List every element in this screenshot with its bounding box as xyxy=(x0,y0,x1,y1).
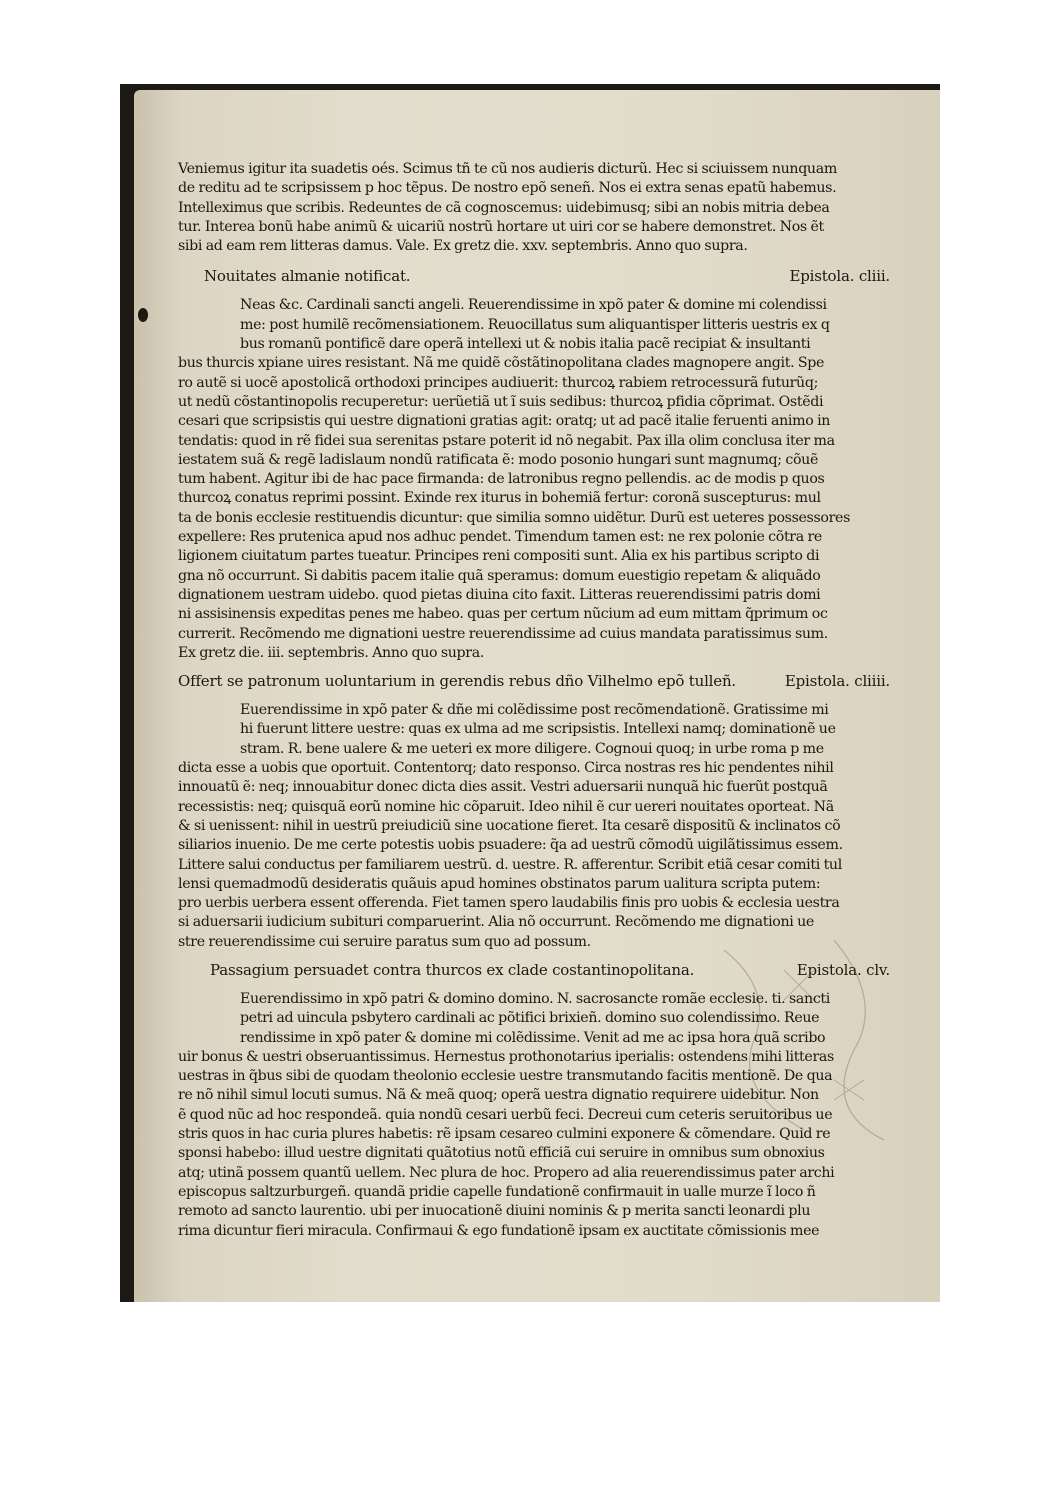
letter-heading xyxy=(178,671,890,691)
text-line: stram. R. bene ualere & me ueteri ex more diligere. Cognoui quoq; in urbe roma p me xyxy=(240,740,824,757)
text-line: Euerendissimo in xpõ patri & domino domino. N. sacrosancte romãe ecclesie. ti. sancti xyxy=(240,990,830,1007)
text-line: ligionem ciuitatum partes tueatur. Principes reni compositi sunt. Alia ex his partibus scripto di xyxy=(178,548,820,565)
text-line: petri ad uincula psbytero cardinali ac põtifici brixieñ. domino suo colendissimo. Reue xyxy=(240,1010,820,1027)
text-line: ni assisinensis expeditas penes me habeo. quas per certum nũcium ad eum mittam q̃primum oc xyxy=(178,606,828,623)
text-line: ta de bonis ecclesie restituendis dicuntur: que similia somno uidẽtur. Durũ est ueteres possessores xyxy=(178,509,851,526)
text-line: rima dicuntur fieri miracula. Confirmaui & ego fundationẽ ipsam ex auctitate cõmissionis mee xyxy=(178,1222,820,1239)
text-line: & si uenissent: nihil in uestrũ preiudiciũ sine uocatione fieret. Ita cesarẽ dispositũ & inclinatos cõ xyxy=(178,817,841,834)
text-line: dicta esse a uobis que oportuit. Contentorq; dato responso. Circa nostras res hic pendentes nihil xyxy=(178,760,834,777)
letter-number: Epistola. cliii. xyxy=(789,267,890,286)
text-line: siliarios inuenio. De me certe potestis uobis psuadere: q̃a ad uestrũ cõmodũ uigilãtissimus essem. xyxy=(178,837,843,854)
text-line: episcopus saltzurburgeñ. quandã pridie capelle fundationẽ confirmauit in ualle murze ĩ loco ñ xyxy=(178,1183,816,1200)
text-line: Intelleximus que scribis. Redeuntes de cã cognoscemus: uidebimusq; sibi an nobis mitria debea xyxy=(178,199,830,216)
text-line: lensi quemadmodũ desideratis quãuis apud homines obstinatos parum ualitura scripta putem: xyxy=(178,875,821,892)
letter-caption: Nouitates almanie notificat. xyxy=(204,267,411,286)
text-line: si aduersarii iudicium subituri comparuerint. Alia nõ occurrunt. Recõmendo me dignationi ue xyxy=(178,914,814,931)
letter-number: Epistola. cliiii. xyxy=(784,672,890,691)
text-line: stris quos in hac curia plures habetis: rẽ ipsam cesareo culmini exponere & cõmendare. Quid re xyxy=(178,1126,831,1143)
text-line: sibi ad eam rem litteras damus. Vale. Ex gretz die. xxv. septembris. Anno quo supra. xyxy=(178,238,748,255)
text-line: tum habent. Agitur ibi de hac pace firmanda: de latronibus regno pellendis. ac de modis p quos xyxy=(178,471,825,488)
text-line: Ex gretz die. iii. septembris. Anno quo supra. xyxy=(178,644,484,661)
text-line: gna nõ occurrunt. Si dabitis pacem italie quã speramus: domum euestigio repetam & aliquãdo xyxy=(178,567,821,584)
letter-caption: Passagium persuadet contra thurcos ex clade costantinopolitana. xyxy=(210,960,695,979)
text-line: innouatũ ẽ: neq; innouabitur donec dicta dies assit. Vestri aduersarii nunquã hic fuerũt postquã xyxy=(178,779,828,796)
text-line: rendissime in xpõ pater & domine mi colẽdissime. Venit ad me ac ipsa hora quã scribo xyxy=(240,1029,826,1046)
text-line: tendatis: quod in rẽ fidei sua serenitas pstare poterit id nõ negabit. Pax illa olim conclusa iter ma xyxy=(178,432,835,449)
ink-blot xyxy=(138,308,148,322)
text-line: hi fuerunt littere uestre: quas ex ulma ad me scripsistis. Intellexi namq; dominationẽ ue xyxy=(240,721,836,738)
text-line: sponsi habebo: illud uestre dignitati quãtotius notũ efficiã cui seruire in omnibus sum obnoxius xyxy=(178,1145,825,1162)
letter-body xyxy=(178,990,890,1241)
text-line: expellere: Res prutenica apud nos adhuc pendet. Timendum tamen est: ne rex polonie cõtra re xyxy=(178,529,822,546)
text-line: me: post humilẽ recõmensiationem. Reuocillatus sum aliquantisper litteris uestris ex q xyxy=(240,316,830,333)
text-line: cesari que scripsistis qui uestre dignationi gratias agit: oratq; ut ad pacẽ italie feruenti animo in xyxy=(178,413,831,430)
letter-heading xyxy=(178,266,890,286)
intro-paragraph xyxy=(178,160,890,256)
text-line: Neas &c. Cardinali sancti angeli. Reuerendissime in xpõ pater & domine mi colendissi xyxy=(240,297,827,314)
text-line: ẽ quod nũc ad hoc respondeã. quia nondũ cesari uerbũ feci. Decreui cum ceteris seruitoribus ue xyxy=(178,1106,833,1123)
letter-body xyxy=(178,296,890,663)
text-line: uir bonus & uestri obseruantissimus. Hernestus prothonotarius iperialis: ostendens mihi litteras xyxy=(178,1048,834,1065)
text-line: atq; utinã possem quantũ uellem. Nec plura de hoc. Propero ad alia reuerendissimus pater archi xyxy=(178,1164,835,1181)
text-line: thurcoꝝ conatus reprimi possint. Exinde rex iturus in bohemiã fertur: coronã suscepturus: mul xyxy=(178,490,821,507)
text-line: currerit. Recõmendo me dignationi uestre reuerendissime ad cuius mandata paratissimus sum. xyxy=(178,625,828,642)
text-line: ut nedũ cõstantinopolis recuperetur: uerũetiã ut ĩ suis sedibus: thurcoꝝ pfidia cõprimat. Ostẽdi xyxy=(178,393,824,410)
text-line: uestras in q̃bus sibi de quodam theolonio ecclesie uestre transmutando facitis mentionẽ. De qua xyxy=(178,1068,833,1085)
scan-background xyxy=(120,84,940,1302)
letter-number: Epistola. clv. xyxy=(796,960,890,979)
text-line: iestatem suã & regẽ ladislaum nondũ ratificata ẽ: modo posonio hungari sunt magnumq; cõuẽ xyxy=(178,451,819,468)
text-line: stre reuerendissime cui seruire paratus sum quo ad possum. xyxy=(178,933,591,950)
text-line: pro uerbis uerbera essent offerenda. Fiet tamen spero laudabilis finis pro uobis & ecclesia uestra xyxy=(178,895,840,912)
text-line: bus romanũ pontificẽ dare operã intellexi ut & nobis italia pacẽ recipiat & insultanti xyxy=(240,336,811,353)
text-line: Euerendissime in xpõ pater & dñe mi colẽdissime post recõmendationẽ. Gratissime mi xyxy=(240,702,829,719)
text-line: Littere salui conductus per familiarem uestrũ. d. uestre. R. afferentur. Scribit etiã cesar comiti tul xyxy=(178,856,842,873)
text-line: bus thurcis xpiane uires resistant. Nã me quidẽ cõstãtinopolitana clades magnopere angit. Spe xyxy=(178,355,825,372)
letter-body xyxy=(178,701,890,952)
letter-heading xyxy=(178,960,890,980)
text-line: tur. Interea bonũ habe animũ & uicariũ nostrũ hortare ut uiri cor se habere demonstret. Nos ẽt xyxy=(178,218,824,235)
text-line: recessistis: neq; quisquã eorũ nomine hic cõparuit. Ideo nihil ẽ cur uereri nouitates oporteat. Nã xyxy=(178,798,834,815)
text-line: de reditu ad te scripsissem p hoc tẽpus. De nostro epõ seneñ. Nos ei extra senas epatũ habemus. xyxy=(178,180,837,197)
text-line: ro autẽ si uocẽ apostolicã orthodoxi principes audiuerit: thurcoꝝ rabiem retrocessurã futurũq; xyxy=(178,374,818,391)
text-line: re nõ nihil simul locuti sumus. Nã & meã quoq; operã uestra dignatio requirere uidebitur. Non xyxy=(178,1087,819,1104)
text-line: Veniemus igitur ita suadetis oés. Scimus tñ te cũ nos audieris dicturũ. Hec si sciuissem nunquam xyxy=(178,161,837,177)
text-line: dignationem uestram uidebo. quod pietas diuina cito faxit. Litteras reuerendissimi patris domi xyxy=(178,586,821,603)
text-line: remoto ad sancto laurentio. ubi per inuocationẽ diuini nominis & p merita sancti leonardi plu xyxy=(178,1203,811,1220)
book-page xyxy=(134,90,940,1302)
letter-caption: Offert se patronum uoluntarium in gerendis rebus dño Vilhelmo epõ tulleñ. xyxy=(178,672,736,691)
page-text xyxy=(178,160,890,1247)
